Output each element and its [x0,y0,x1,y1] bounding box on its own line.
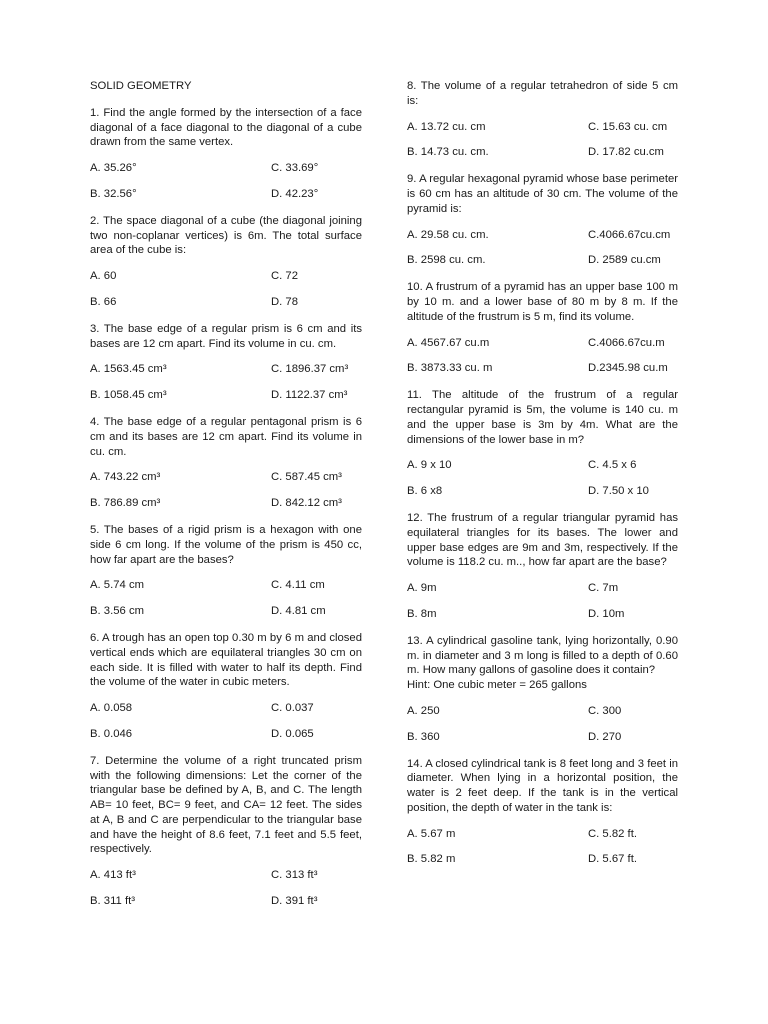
question-text: 3. The base edge of a regular prism is 6 cm and its bases are 12 cm apart. Find its volume in cu. cm. [90,322,362,350]
question-12 [407,511,678,622]
question-6 [90,631,362,742]
option-c: C. 587.45 cm³ [271,471,342,484]
answer-options [90,269,362,310]
answer-options [407,336,678,377]
answer-options [407,704,678,745]
answer-options [407,120,678,161]
page-title: SOLID GEOMETRY [90,80,192,92]
question-10 [407,280,678,376]
option-b: B. 8m [407,607,437,620]
option-c: C. 33.69° [271,162,319,175]
option-a: A. 13.72 cu. cm [407,120,486,133]
option-b: B. 311 ft³ [90,895,135,908]
option-b: B. 3.56 cm [90,605,144,618]
option-c: C. 300 [588,704,622,717]
option-d: D. 7.50 x 10 [588,485,649,498]
option-a: A. 9 x 10 [407,459,452,472]
question-14 [407,757,678,868]
option-c: C.4066.67cu.cm [588,228,671,241]
question-text: 12. The frustrum of a regular triangular pyramid has equilateral triangles for its bases. The lower and upper base edges are 9m and 3m, respectively. If the volume is 118.2 cu. m.., how far apart are the base? [407,511,678,569]
left-column [90,79,362,921]
option-b: B. 66 [90,295,117,308]
option-a: A. 413 ft³ [90,869,136,882]
question-text: 2. The space diagonal of a cube (the diagonal joining two non-coplanar vertices) is 6m. The total surface area of the cube is: [90,214,362,257]
option-c: C. 72 [271,270,299,283]
option-d: D. 17.82 cu.cm [588,146,664,159]
option-b: B. 0.046 [90,727,133,740]
option-d: D. 391 ft³ [271,895,318,908]
answer-options [90,470,362,511]
question-11 [407,388,678,499]
option-a: A. 29.58 cu. cm. [407,228,489,241]
option-a: A. 1563.45 cm³ [90,363,167,376]
answer-options [90,161,362,202]
question-text: 1. Find the angle formed by the intersection of a face diagonal of a face diagonal to the diagonal of a cube drawn from the same vertex. [90,106,362,149]
option-b: B. 5.82 m [407,853,456,866]
option-a: A. 4567.67 cu.m [407,336,490,349]
option-d: D. 270 [588,730,622,743]
option-c: C. 0.037 [271,702,314,715]
question-2 [90,214,362,310]
option-b: B. 6 x8 [407,485,443,498]
answer-options [90,701,362,742]
answer-options [90,868,362,909]
answer-options [407,228,678,269]
question-3 [90,322,362,403]
option-d: D. 4.81 cm [271,605,326,618]
option-b: B. 360 [407,730,440,743]
question-text: 11. The altitude of the frustrum of a regular rectangular pyramid is 5m, the volume is 140 cu. m and the upper base is 3m by 4m. What are the dimensions of the lower base in m? [407,389,678,446]
option-c: C. 5.82 ft. [588,827,637,840]
question-8 [407,79,678,160]
option-b: B. 32.56° [90,187,137,200]
answer-options [407,458,678,499]
question-9 [407,172,678,268]
question-7 [90,754,362,909]
answer-options [407,827,678,868]
option-c: C. 313 ft³ [271,869,318,882]
question-text: 4. The base edge of a regular pentagonal prism is 6 cm and its bases are 12 cm apart. Find its volume in cu. cm. [90,415,362,458]
option-b: B. 2598 cu. cm. [407,254,486,267]
answer-options [407,581,678,622]
option-d: D. 5.67 ft. [588,853,637,866]
question-13 [407,634,678,745]
option-d: D. 2589 cu.cm [588,254,661,267]
question-body: 13. A cylindrical gasoline tank, lying horizontally, 0.90 m. in diameter and 3 m long is filled to a depth of 0.60 m. How many gallons of gasoline does it contain? [407,634,678,677]
question-1 [90,106,362,202]
option-c: C. 7m [588,582,619,595]
option-d: D. 10m [588,607,625,620]
option-c: C. 15.63 cu. cm [588,120,668,133]
option-c: C. 4.5 x 6 [588,459,637,472]
option-b: B. 786.89 cm³ [90,497,161,510]
right-column [407,79,678,879]
option-d: D. 842.12 cm³ [271,497,342,510]
question-text: 7. Determine the volume of a right truncated prism with the following dimensions: Let the corner of the triangular base be defined by A, B, and C. The length AB= 10 feet, BC= 9 feet, and CA= 12 feet. The sides at A, B and C are perpendicular to the triangular base and have the height of 8.6 feet, 7.1 feet and 5.5 feet, respectively. [90,754,362,856]
option-a: A. 250 [407,704,440,717]
option-d: D. 0.065 [271,727,314,740]
option-d: D. 78 [271,295,299,308]
question-text: 9. A regular hexagonal pyramid whose base perimeter is 60 cm has an altitude of 30 cm. The volume of the pyramid is: [407,173,678,215]
answer-options [90,362,362,403]
question-text: 14. A closed cylindrical tank is 8 feet long and 3 feet in diameter. When lying in a horizontal position, the water is 2 feet deep. If the tank is in the vertical position, the depth of water in the tank is: [407,757,678,814]
option-b: B. 14.73 cu. cm. [407,146,489,159]
answer-options [90,578,362,619]
question-text: 5. The bases of a rigid prism is a hexagon with one side 6 cm long. If the volume of the prism is 450 cc, how far apart are the bases? [90,523,362,566]
option-c: C.4066.67cu.m [588,336,665,349]
option-a: A. 35.26° [90,162,137,175]
option-c: C. 4.11 cm [271,579,325,592]
option-d: D.2345.98 cu.m [588,362,668,375]
option-b: B. 1058.45 cm³ [90,389,167,402]
question-5 [90,523,362,619]
question-text: 8. The volume of a regular tetrahedron of side 5 cm is: [407,80,678,107]
question-hint: Hint: One cubic meter = 265 gallons [407,679,587,692]
option-d: D. 42.23° [271,187,319,200]
question-text: 6. A trough has an open top 0.30 m by 6 m and closed vertical ends which are equilateral triangles 30 cm on each side. It is filled with water to half its depth. Find the volume of the water in cubic meters. [90,631,362,689]
question-text: 10. A frustrum of a pyramid has an upper base 100 m by 10 m. and a lower base of 80 m by 8 m. If the altitude of the frustrum is 5 m, find its volume. [407,281,678,323]
option-c: C. 1896.37 cm³ [271,363,349,376]
option-d: D. 1122.37 cm³ [271,389,348,402]
option-a: A. 5.67 m [407,827,456,840]
option-a: A. 0.058 [90,702,133,715]
option-a: A. 5.74 cm [90,579,144,592]
option-a: A. 9m [407,582,437,595]
question-text [407,634,678,693]
option-a: A. 743.22 cm³ [90,471,161,484]
question-4 [90,415,362,511]
option-b: B. 3873.33 cu. m [407,362,493,375]
option-a: A. 60 [90,270,117,283]
